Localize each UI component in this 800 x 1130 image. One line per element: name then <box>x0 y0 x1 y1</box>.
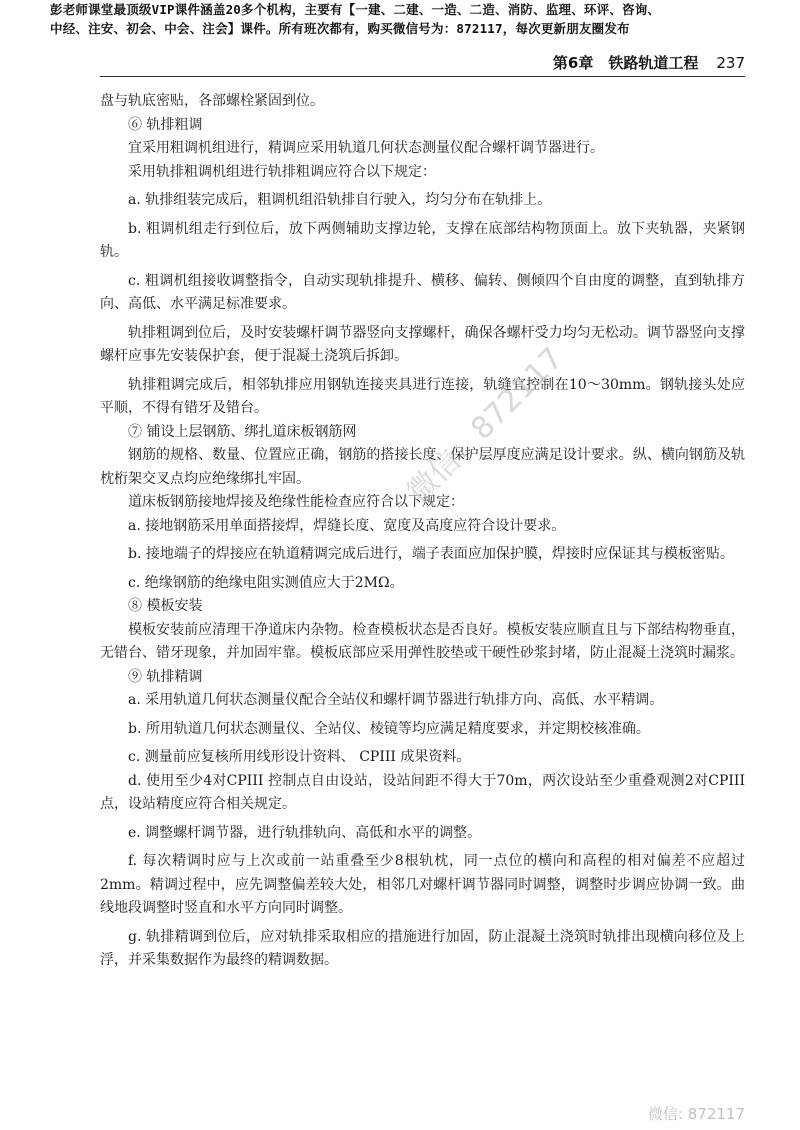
footer-watermark: 微信: 872117 <box>647 1105 745 1123</box>
paragraph-continuation: 盘与轨底密贴，各部螺栓紧固到位。 <box>100 93 324 109</box>
list-item-c: c. 粗调机组接收调整指令，自动实现轨排提升、横移、偏转、侧倾四个自由度的调整，直到轨排方向、高低、水平满足标准要求。 <box>100 272 745 312</box>
paragraph: 模板安装前应清理干净道床内杂物。检查模板状态是否良好。模板安装应顺直且与下部结构物垂直，无错台、错牙现象，并加固牢靠。模板底部应采用弹性胶垫或干硬性砂浆封堵，防止混凝土浇筑时漏浆。 <box>100 621 745 661</box>
promo-banner-line-1: 彭老师课堂最顶级VIP课件涵盖20多个机构，主要有【一建、二建、一造、二造、消防、监理、环评、咨询、 <box>50 2 661 17</box>
promo-banner <box>50 0 755 38</box>
page-body <box>100 90 745 973</box>
list-item-a: a. 轨排组装完成后，粗调机组沿轨排自行驶入，均匀分布在轨排上。 <box>128 192 552 208</box>
list-item-c: c. 测量前应复核所用线形设计资料、 CPIII 成果资料。 <box>128 749 471 765</box>
section-heading-8: ⑧ 模板安装 <box>128 598 203 614</box>
list-item-e: e. 调整螺杆调节器，进行轨排轨向、高低和水平的调整。 <box>128 824 482 841</box>
header-rule <box>100 76 745 77</box>
promo-banner-line-2: 中经、注安、初会、中会、注会】课件。所有班次都有，购买微信号为：872117，每次更新朋友圈发布 <box>50 21 630 36</box>
paragraph: 轨排粗调完成后，相邻轨排应用钢轨连接夹具进行连接，轨缝宜控制在10～30mm。钢轨接头处应平顺，不得有错牙及错台。 <box>100 376 745 416</box>
section-heading-7: ⑦ 铺设上层钢筋、绑扎道床板钢筋网 <box>128 423 357 440</box>
paragraph: 道床板钢筋接地焊接及绝缘性能检查应符合以下规定： <box>128 494 464 510</box>
paragraph: 轨排粗调到位后，及时安装螺杆调节器竖向支撑螺杆，确保各螺杆受力均匀无松动。调节器竖向支撑螺杆应事先安装保护套，便于混凝土浇筑后拆卸。 <box>100 324 745 364</box>
list-item-b: b. 粗调机组走行到位后，放下两侧辅助支撑边轮，支撑在底部结构物顶面上。放下夹轨器，夹紧钢轨。 <box>100 220 745 260</box>
list-item-a: a. 采用轨道几何状态测量仪配合全站仪和螺杆调节器进行轨排方向、高低、水平精调。 <box>128 692 664 708</box>
list-item-g: g. 轨排精调到位后，应对轨排采取相应的措施进行加固，防止混凝土浇筑时轨排出现横向移位及上浮，并采集数据作为最终的精调数据。 <box>100 928 745 968</box>
list-item-d: d. 使用至少4对CPIII 控制点自由设站，设站间距不得大于70m，两次设站至少重叠观测2对CPIII 点，设站精度应符合相关规定。 <box>100 772 745 812</box>
page-number: 237 <box>716 54 745 72</box>
running-head <box>500 52 745 73</box>
section-heading-9: ⑨ 轨排精调 <box>128 668 203 685</box>
paragraph: 钢筋的规格、数量、位置应正确，钢筋的搭接长度、保护层厚度应满足设计要求。纵、横向钢筋及轨枕桁架交叉点均应绝缘绑扎牢固。 <box>100 447 745 487</box>
chapter-title: 第6章 铁路轨道工程 <box>552 54 699 72</box>
list-item-b: b. 接地端子的焊接应在轨道精调完成后进行，端子表面应加保护膜，焊接时应保证其与模板密贴。 <box>128 546 734 562</box>
paragraph: 采用轨排粗调机组进行轨排粗调应符合以下规定： <box>128 163 436 180</box>
list-item-f: f. 每次精调时应与上次或前一站重叠至少8根轨枕，同一点位的横向和高程的相对偏差不应超过2mm。精调过程中，应先调整偏差较大处，相邻几对螺杆调节器同时调整，调整时步调应协调一致。曲线地段调整时竖直和水平方向同时调整。 <box>100 853 745 916</box>
watermark: 微信：872117 <box>400 341 571 511</box>
paragraph: 宜采用粗调机组进行，精调应采用轨道几何状态测量仪配合螺杆调节器进行。 <box>128 140 604 156</box>
list-item-a: a. 接地钢筋采用单面搭接焊，焊缝长度、宽度及高度应符合设计要求。 <box>128 517 566 534</box>
section-heading-6: ⑥ 轨排粗调 <box>128 116 203 133</box>
list-item-c: c. 绝缘钢筋的绝缘电阻实测值应大于2MΩ。 <box>128 574 404 591</box>
list-item-b: b. 所用轨道几何状态测量仪、全站仪、棱镜等均应满足精度要求，并定期校核准确。 <box>128 720 650 737</box>
